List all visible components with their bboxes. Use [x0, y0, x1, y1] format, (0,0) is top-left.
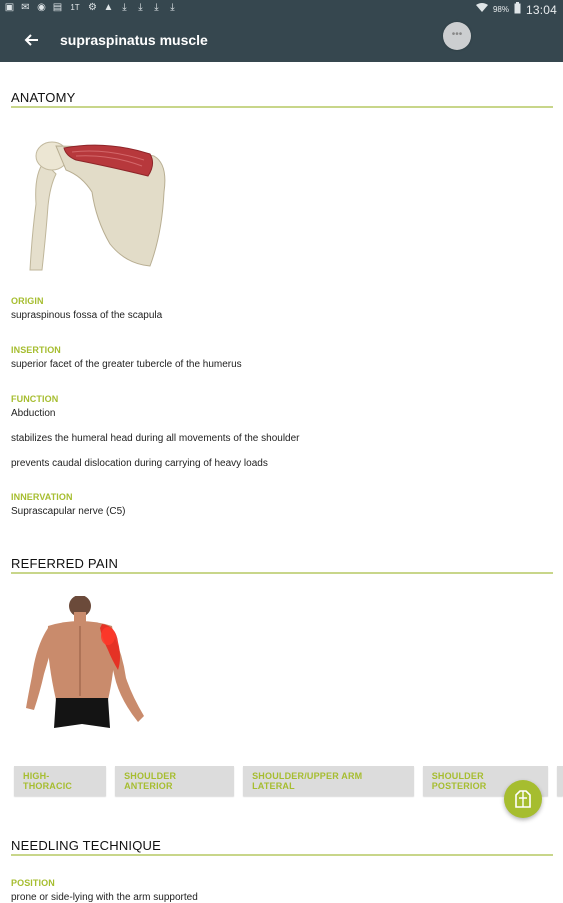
innervation-text: Suprascapular nerve (C5) — [11, 506, 126, 517]
innervation-label: INNERVATION — [11, 492, 73, 502]
warning-icon: ▲ — [103, 2, 114, 13]
page-title: supraspinatus muscle — [60, 32, 208, 48]
position-label: POSITION — [11, 878, 55, 888]
settings-icon: ⚙ — [88, 2, 97, 13]
photo-icon: ▣ — [4, 2, 15, 13]
download-icon: ⤓ — [122, 2, 127, 13]
download-icon: ⤓ — [154, 2, 159, 13]
download-icon: ⤓ — [170, 2, 175, 13]
tag-shoulder-anterior[interactable]: SHOULDER ANTERIOR — [115, 766, 234, 796]
status-icons — [4, 2, 178, 13]
referred-pain-tags — [14, 766, 563, 798]
origin-label: ORIGIN — [11, 296, 44, 306]
section-title-needling: NEEDLING TECHNIQUE — [11, 838, 161, 853]
battery-percent: 98% — [492, 5, 509, 14]
app-bar — [0, 18, 563, 62]
function-item: stabilizes the humeral head during all movements of the shoulder — [11, 433, 300, 444]
status-right — [476, 2, 557, 17]
tag-shoulder-upper-arm-lateral[interactable]: SHOULDER/UPPER ARM LATERAL — [243, 766, 414, 796]
mid-text: 1T — [70, 3, 80, 12]
mail-icon: ✉ — [21, 2, 30, 13]
section-divider — [11, 106, 553, 108]
function-label: FUNCTION — [11, 394, 59, 404]
more-options-icon[interactable]: ••• — [443, 22, 471, 50]
tag-more[interactable] — [557, 766, 563, 796]
tag-high-thoracic[interactable]: HIGH-THORACIC — [14, 766, 106, 796]
section-divider — [11, 572, 553, 574]
origin-text: supraspinous fossa of the scapula — [11, 310, 163, 321]
insertion-label: INSERTION — [11, 345, 61, 355]
battery-icon — [514, 2, 521, 17]
insertion-text: superior facet of the greater tubercle of the humerus — [11, 359, 242, 370]
position-text: prone or side-lying with the arm supported — [11, 892, 198, 903]
wifi-icon — [476, 3, 488, 16]
fab-button[interactable] — [504, 780, 542, 818]
function-item: Abduction — [11, 408, 56, 419]
muscle-illustration — [26, 134, 171, 274]
download-icon: ⤓ — [138, 2, 143, 13]
notification-icon: ◉ — [37, 2, 46, 13]
body-icon — [514, 789, 532, 809]
status-bar — [0, 0, 563, 18]
referred-pain-illustration — [22, 596, 150, 736]
content-scroll[interactable] — [0, 62, 563, 903]
section-divider — [11, 854, 553, 856]
section-title-anatomy: ANATOMY — [11, 90, 76, 105]
function-item: prevents caudal dislocation during carrying of heavy loads — [11, 458, 268, 469]
section-title-referred-pain: REFERRED PAIN — [11, 556, 119, 571]
chart-icon: ▤ — [52, 2, 63, 13]
tag-shoulder-posterior[interactable]: SHOULDER POSTERIOR — [423, 766, 548, 796]
back-arrow-icon[interactable] — [22, 30, 42, 50]
clock: 13:04 — [525, 2, 557, 17]
